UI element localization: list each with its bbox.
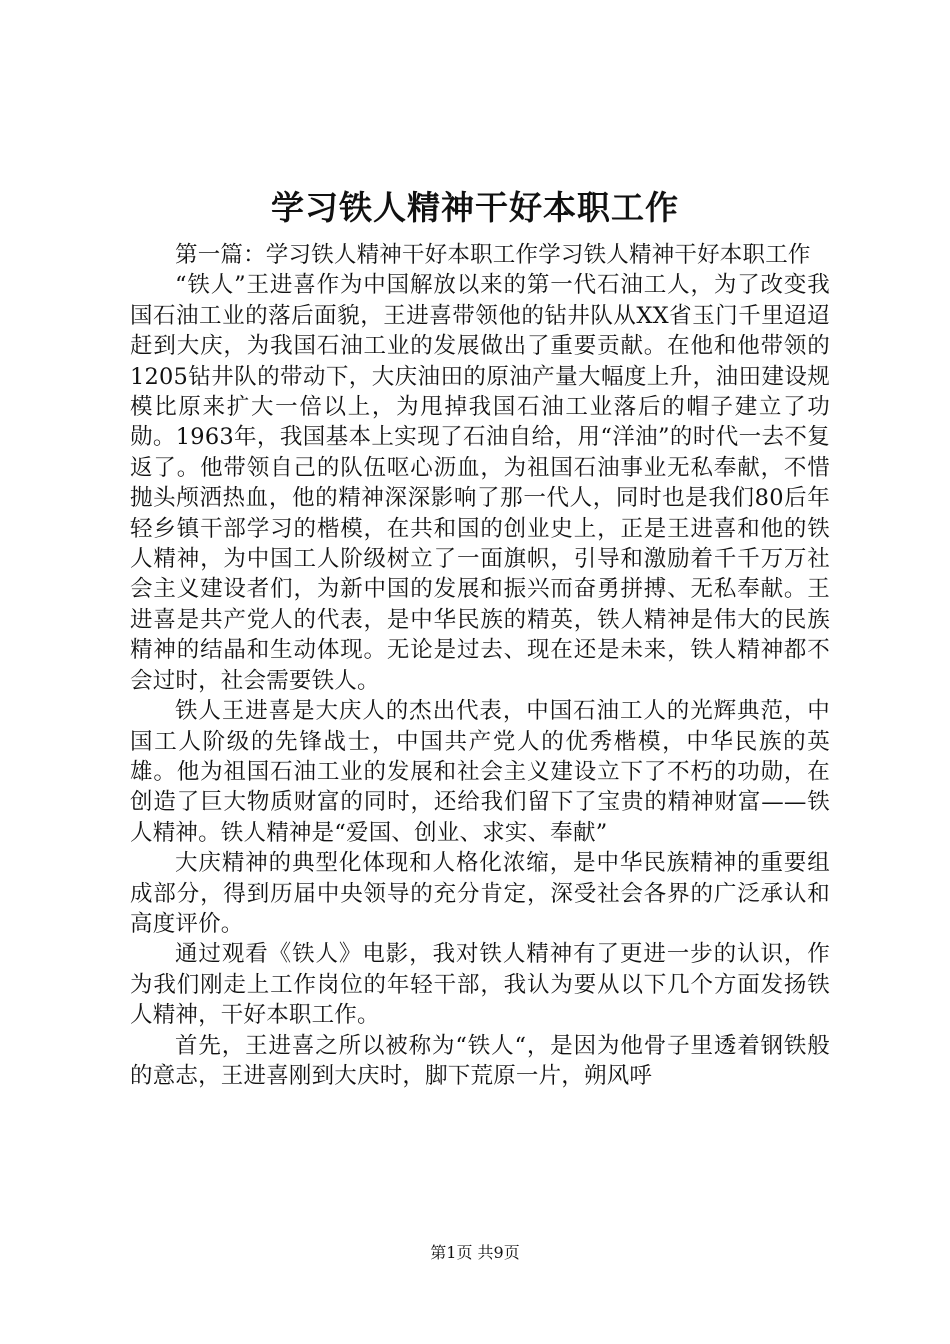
- document-title: 学习铁人精神干好本职工作: [271, 188, 679, 227]
- paragraph: 大庆精神的典型化体现和人格化浓缩，是中华民族精神的重要组成部分，得到历届中央领导的充分肯定，深受社会各界的广泛承认和高度评价。: [130, 850, 830, 937]
- paragraph: 铁人王进喜是大庆人的杰出代表，中国石油工人的光辉典范，中国工人阶级的先锋战士，中国共产党人的优秀楷模，中华民族的英雄。他为祖国石油工业的发展和社会主义建设立下了不朽的功勋，在创造了巨大物质财富的同时，还给我们留下了宝贵的精神财富——铁人精神。铁人精神是“爱国、创业、求实、奉献”: [130, 698, 830, 846]
- paragraph: 通过观看《铁人》电影，我对铁人精神有了更进一步的认识，作为我们刚走上工作岗位的年轻干部，我认为要从以下几个方面发扬铁人精神，干好本职工作。: [130, 941, 830, 1029]
- page-footer: 第1页 共9页: [430, 1243, 520, 1262]
- paragraph: 第一篇：学习铁人精神干好本职工作学习铁人精神干好本职工作: [175, 242, 811, 268]
- paragraph: 首先，王进喜之所以被称为“铁人“，是因为他骨子里透着钢铁般的意志，王进喜刚到大庆时，脚下荒原一片，朔风呼: [130, 1032, 830, 1089]
- document-body: [130, 240, 830, 1091]
- paragraph: “铁人”王进喜作为中国解放以来的第一代石油工人，为了改变我国石油工业的落后面貌，王进喜带领他的钻井队从XX省玉门千里迢迢赶到大庆，为我国石油工业的发展做出了重要贡献。在他和他带领的1205钻井队的带动下，大庆油田的原油产量大幅度上升，油田建设规模比原来扩大一倍以上，为甩掉我国石油工业落后的帽子建立了功勋。1963年，我国基本上实现了石油自给，用“洋油”的时代一去不复返了。他带领自己的队伍呕心沥血，为祖国石油事业无私奉献，不惜抛头颅洒热血，他的精神深深影响了那一代人，同时也是我们80后年轻乡镇干部学习的楷模，在共和国的创业史上，正是王进喜和他的铁人精神，为中国工人阶级树立了一面旗帜，引导和激励着千千万万社会主义建设者们，为新中国的发展和振兴而奋勇拼搏、无私奉献。王进喜是共产党人的代表，是中华民族的精英，铁人精神是伟大的民族精神的结晶和生动体现。无论是过去、现在还是未来，铁人精神都不会过时，社会需要铁人。: [130, 272, 830, 694]
